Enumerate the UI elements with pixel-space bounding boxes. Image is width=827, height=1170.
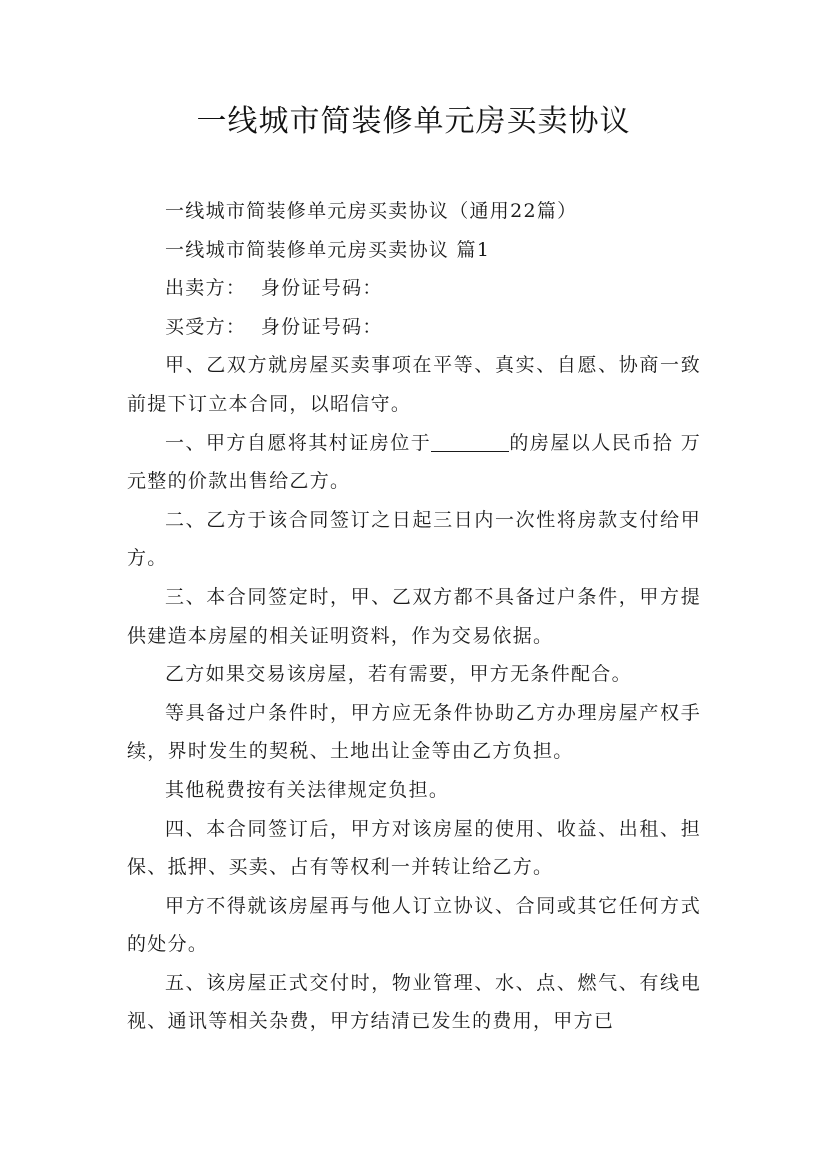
paragraph-clause-3-transfer: 等具备过户条件时，甲方应无条件协助乙方办理房屋产权手续，界时发生的契税、土地出让金等由乙方负担。 [127,701,701,763]
buyer-line: 买受方： 身份证号码： [165,315,383,338]
paragraph-clause-5: 五、该房屋正式交付时，物业管理、水、点、燃气、有线电视、通讯等相关杂费，甲方结清已发生的费用，甲方已 [127,971,701,1033]
paragraph-clause-3-note: 乙方如果交易该房屋，若有需要，甲方无条件配合。 [165,663,632,686]
paragraph-intro: 甲、乙双方就房屋买卖事项在平等、真实、自愿、协商一致前提下订立本合同，以昭信守。 [127,354,701,415]
paragraph-clause-4-note: 甲方不得就该房屋再与他人订立协议、合同或其它任何方式的处分。 [127,894,701,956]
paragraph-clause-2: 二、乙方于该合同签订之日起三日内一次性将房款支付给甲方。 [127,508,701,570]
paragraph-clause-4: 四、本合同签订后，甲方对该房屋的使用、收益、出租、担保、抵押、买卖、占有等权利一并转让给乙方。 [127,817,701,879]
clause-1-text-after: 的房屋以人民币拾 万元整的价款出售给乙方。 [127,431,702,493]
paragraph-clause-3: 三、本合同签定时，甲、乙双方都不具备过户条件，甲方提供建造本房屋的相关证明资料，作为交易依据。 [127,585,701,647]
seller-line: 出卖方： 身份证号码： [165,277,383,300]
document-subtitle: 一线城市简装修单元房买卖协议（通用22篇） [165,200,578,222]
clause-1-text-before: 一、甲方自愿将其村证房位于 [165,431,432,454]
document-title: 一线城市简装修单元房买卖协议 [196,104,631,139]
section-heading: 一线城市简装修单元房买卖协议 篇1 [165,238,491,261]
document-body [127,192,701,1041]
paragraph-clause-3-taxes: 其他税费按有关法律规定负担。 [165,778,450,801]
fill-in-blank [431,432,509,452]
paragraph-clause-1 [127,424,701,501]
